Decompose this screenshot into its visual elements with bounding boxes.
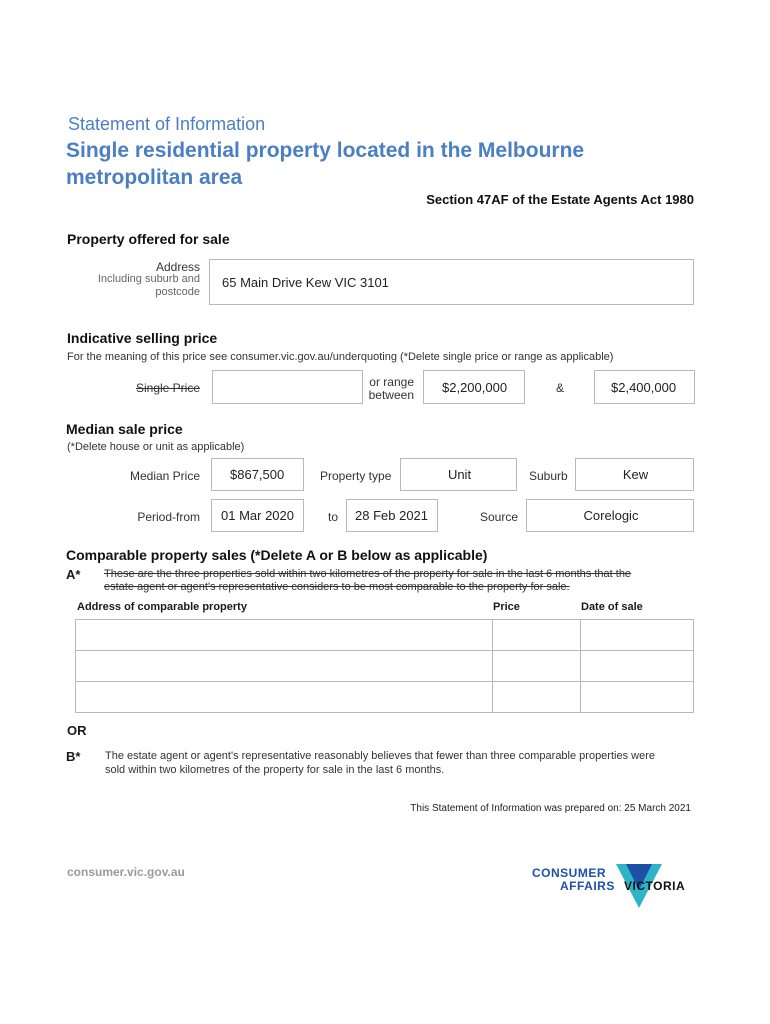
single-price-field[interactable] bbox=[212, 370, 363, 404]
logo-text-victoria: VICTORIA bbox=[624, 879, 686, 893]
indicative-note: For the meaning of this price see consumer.vic.gov.au/underquoting (*Delete single price or range as applicable) bbox=[67, 351, 614, 363]
median-heading: Median sale price bbox=[66, 421, 183, 437]
table-row bbox=[76, 651, 694, 682]
logo-text-affairs: AFFAIRS bbox=[560, 879, 615, 893]
median-price-label: Median Price bbox=[129, 469, 200, 483]
address-label: Address bbox=[155, 260, 200, 274]
median-note: (*Delete house or unit as applicable) bbox=[67, 441, 245, 453]
period-to-label: to bbox=[328, 510, 339, 524]
comparable-price-cell[interactable] bbox=[493, 620, 581, 651]
comparable-address-cell[interactable] bbox=[76, 620, 493, 651]
option-b-text-1: The estate agent or agent's representative reasonably believes that fewer than three comparable properties were bbox=[105, 750, 655, 762]
address-sublabel-1: Including suburb and bbox=[97, 273, 200, 285]
suburb-value: Kew bbox=[622, 467, 649, 482]
logo-text-consumer: CONSUMER bbox=[532, 866, 607, 880]
consumer-affairs-victoria-logo bbox=[530, 862, 700, 912]
comparable-price-cell[interactable] bbox=[493, 651, 581, 682]
suburb-label: Suburb bbox=[529, 469, 568, 483]
range-low-field[interactable] bbox=[423, 370, 525, 404]
comparable-date-cell[interactable] bbox=[581, 620, 694, 651]
property-type-field[interactable] bbox=[400, 458, 517, 491]
source-field[interactable] bbox=[526, 499, 694, 532]
comparable-date-cell[interactable] bbox=[581, 651, 694, 682]
comparable-date-cell[interactable] bbox=[581, 682, 694, 713]
address-value: 65 Main Drive Kew VIC 3101 bbox=[222, 275, 389, 290]
main-title-line1: Single residential property located in the Melbourne bbox=[66, 139, 585, 162]
col-date-header: Date of sale bbox=[581, 601, 643, 613]
property-type-value: Unit bbox=[447, 467, 472, 482]
table-row bbox=[76, 682, 694, 713]
range-high-value: $2,400,000 bbox=[611, 380, 677, 395]
footer-website[interactable]: consumer.vic.gov.au bbox=[67, 865, 185, 879]
option-b-marker: B* bbox=[66, 749, 81, 764]
median-price-value: $867,500 bbox=[230, 467, 285, 482]
period-to-value: 28 Feb 2021 bbox=[355, 508, 429, 523]
prepared-date: This Statement of Information was prepared on: 25 March 2021 bbox=[410, 803, 691, 814]
range-and-symbol: & bbox=[556, 381, 565, 395]
indicative-heading: Indicative selling price bbox=[67, 330, 218, 346]
single-price-label: Single Price bbox=[135, 381, 200, 395]
period-from-value: 01 Mar 2020 bbox=[221, 508, 294, 523]
option-a-text-2: estate agent or agent's representative considers to be most comparable to the property for sale. bbox=[104, 581, 570, 593]
or-label: OR bbox=[67, 723, 87, 738]
median-price-field[interactable] bbox=[211, 458, 304, 491]
comparable-table bbox=[75, 619, 694, 713]
address-field[interactable] bbox=[209, 259, 694, 305]
source-label: Source bbox=[480, 510, 519, 524]
doc-title: Statement of Information bbox=[68, 114, 266, 134]
comparable-price-cell[interactable] bbox=[493, 682, 581, 713]
range-low-value: $2,200,000 bbox=[442, 380, 508, 395]
comparable-address-cell[interactable] bbox=[76, 651, 493, 682]
range-high-field[interactable] bbox=[594, 370, 695, 404]
range-label-1: or range bbox=[369, 375, 414, 389]
option-a-text-1: These are the three properties sold within two kilometres of the property for sale in the last 6 months that the bbox=[104, 568, 632, 580]
option-a-marker: A* bbox=[66, 567, 81, 582]
period-from-label: Period-from bbox=[137, 510, 200, 524]
source-value: Corelogic bbox=[583, 508, 639, 523]
col-price-header: Price bbox=[493, 601, 520, 613]
period-from-field[interactable] bbox=[211, 499, 304, 532]
comparable-heading: Comparable property sales (*Delete A or B below as applicable) bbox=[66, 547, 488, 563]
option-b-text-2: sold within two kilometres of the property for sale in the last 6 months. bbox=[105, 764, 445, 776]
main-title-line2: metropolitan area bbox=[66, 166, 243, 189]
table-row bbox=[76, 620, 694, 651]
property-heading: Property offered for sale bbox=[67, 231, 230, 247]
range-label-2: between bbox=[368, 388, 414, 402]
act-reference: Section 47AF of the Estate Agents Act 1980 bbox=[426, 192, 694, 207]
col-address-header: Address of comparable property bbox=[77, 601, 247, 613]
suburb-field[interactable] bbox=[575, 458, 694, 491]
period-to-field[interactable] bbox=[346, 499, 438, 532]
property-type-label: Property type bbox=[320, 469, 392, 483]
comparable-address-cell[interactable] bbox=[76, 682, 493, 713]
address-sublabel-2: postcode bbox=[155, 286, 200, 298]
